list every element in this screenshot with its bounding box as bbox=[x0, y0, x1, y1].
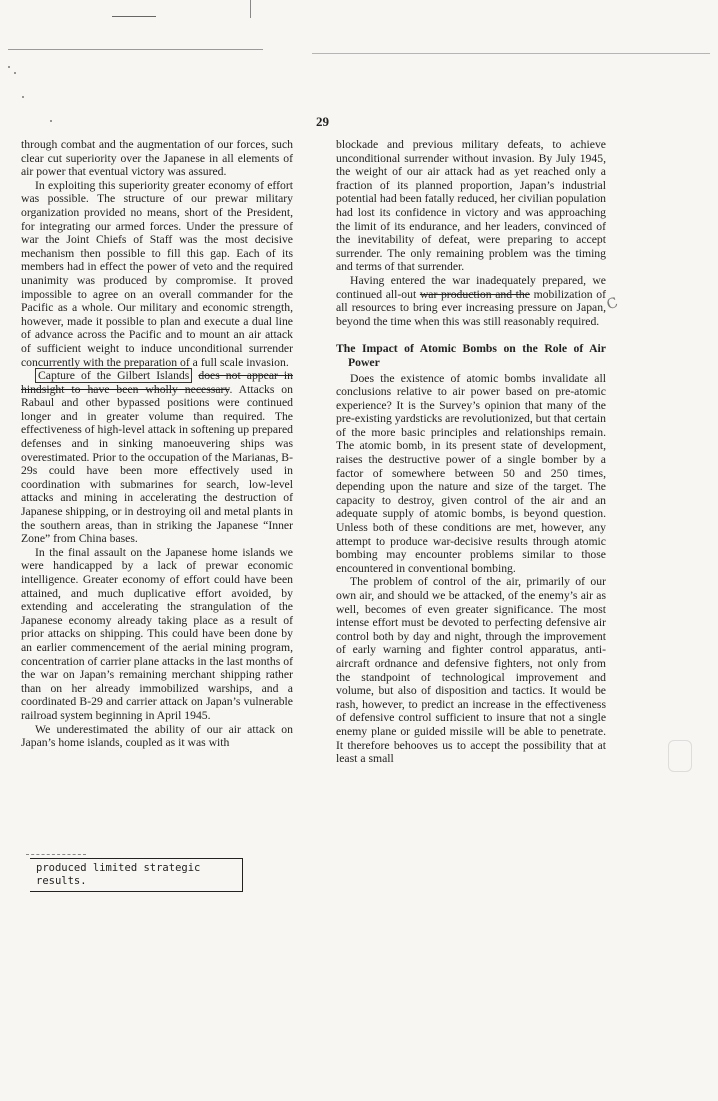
scan-speck bbox=[14, 72, 16, 74]
scan-speck bbox=[8, 66, 10, 68]
paragraph: through combat and the augmentation of our forces, such clear cut superiority over the Japanese in all elements of air power that eventual victory was assured. bbox=[21, 138, 293, 179]
margin-handwritten-mark: C bbox=[604, 294, 621, 314]
section-heading: The Impact of Atomic Bombs on the Role of Air Power bbox=[336, 342, 606, 369]
left-column-paragraphs bbox=[21, 138, 293, 369]
scan-speck bbox=[50, 120, 52, 122]
paragraph: We underestimated the ability of our air attack on Japan’s home islands, coupled as it was with bbox=[21, 722, 293, 750]
right-column-section bbox=[336, 372, 606, 766]
right-column-paragraphs bbox=[336, 138, 606, 274]
insert-cut-line bbox=[26, 854, 86, 855]
paragraph: Does the existence of atomic bombs invalidate all conclusions relative to air power based on pre-atomic experience? It is the Survey’s opinion that many of the pre-existing yardsticks are revolutionized, but that certain of the more basic principles and relationships remain. The atomic bomb, in its present state of development, raises the destructive power of a single bomber by a factor of somewhere between 50 and 250 times, depending upon the nature and size of the target. The capacity to destroy, given control of the air and an adequate supply of atomic bombs, is beyond question. Unless both of these conditions are met, however, any attempt to produce war-decisive results through atomic bombing may encounter problems similar to those encountered in conventional bombing. bbox=[336, 371, 606, 575]
page-number: 29 bbox=[316, 114, 329, 129]
right-column bbox=[336, 138, 606, 766]
gilbert-paragraph-rest: . Attacks on Rabaul and other bypassed positions were continued longer and in greater volume than required. The effectiveness of high-level attack in softening up prepared defenses and in sinking manoeuvering ships was overestimated. Prior to the occupation of the Marianas, B-29s could have been more effectively used in coordination with submarines for search, low-level attacks and mining in accelerating the destruction of Japanese shipping, or in destroying oil and metal plants in the southern areas, than in striking the Japanese “Inner Zone” from China bases. bbox=[21, 382, 293, 546]
struck-phrase: war production and the bbox=[419, 287, 530, 301]
typed-insert-box: produced limited strategic results. bbox=[30, 858, 243, 892]
left-column-tail bbox=[21, 546, 293, 750]
struck-phrase: does not appear in hindsight to have been wholly necessary bbox=[21, 369, 294, 396]
paragraph-text: mobilization of all resources to bring ever increasing pressure on Japan, beyond the time when this was still reasonably required. bbox=[336, 287, 606, 328]
boxed-phrase: Capture of the Gilbert Islands bbox=[35, 368, 192, 383]
top-pencil-tick bbox=[250, 0, 251, 18]
left-column bbox=[21, 138, 293, 750]
paragraph: The problem of control of the air, primarily of our own air, and should we be attacked, of the enemy’s air as well, becomes of even greater significance. The most intense effort must be devoted to perfecting defensive air control both by day and night, through the improvement of early warning and fighter control apparatus, anti-aircraft ordnance and defensive fighters, not only from the standpoint of technological improvement and volume, but also of disposition and tactics. It would be rash, however, to predict an increase in the effectiveness of defensive control sufficient to insure that not a single enemy plane or guided missile will be able to penetrate. It therefore behooves us to accept the possibility that at least a small bbox=[336, 575, 606, 766]
paragraph: In the final assault on the Japanese home islands we were handicapped by a lack of prewar economic intelligence. Greater economy of effort could have been attained, and much duplicative effort avoided, by extending and accelerating the strangulation of the Japanese economy already taking place as a result of prior attacks on shipping. This could have been done by an earlier commencement of the aerial mining program, concentration of carrier plane attacks in the last months of the war on Japan’s remaining merchant shipping rather than on her already immobilized warships, and a coordinated B-29 and carrier attack on Japan’s vulnerable railroad system beginning in April 1945. bbox=[21, 545, 293, 722]
scan-ghost-mark bbox=[668, 740, 692, 772]
paragraph: In exploiting this superiority greater economy of effort was possible. The structure of our prewar military organization provided no means, short of the President, for integrating our armed forces. Under the pressure of war the Joint Chiefs of Staff was the most decisive mechanism then possible to fill this gap. Each of its members had in effect the power of veto and the required unanimity was produced by compromise. It proved impossible to agree on an overall commander for the Pacific as a whole. Our military and economic strength, however, made it possible to plan and execute a dual line of advance across the Pacific and to mount an air attack of sufficient weight to induce unconditional surrender concurrently with the preparation of a full scale invasion. bbox=[21, 178, 293, 369]
header-rule-left bbox=[8, 49, 263, 50]
top-pencil-mark bbox=[112, 16, 156, 17]
gilbert-paragraph bbox=[21, 369, 293, 546]
war-production-paragraph bbox=[336, 274, 606, 328]
paragraph-text: Having entered the war inadequately prepared, we continued all-out bbox=[336, 273, 606, 301]
header-rule-right bbox=[312, 53, 710, 54]
paragraph: blockade and previous military defeats, to achieve unconditional surrender without invasion. By July 1945, the weight of our air attack had as yet reached only a fraction of its planned proportion, Japan’s industrial potential had been fatally reduced, her civilian population had lost its confidence in victory and was approaching the limit of its endurance, and her leaders, convinced of the inevitability of defeat, were preparing to accept surrender. The only remaining problem was the timing and terms of that surrender. bbox=[336, 138, 607, 274]
scan-speck bbox=[22, 96, 24, 98]
